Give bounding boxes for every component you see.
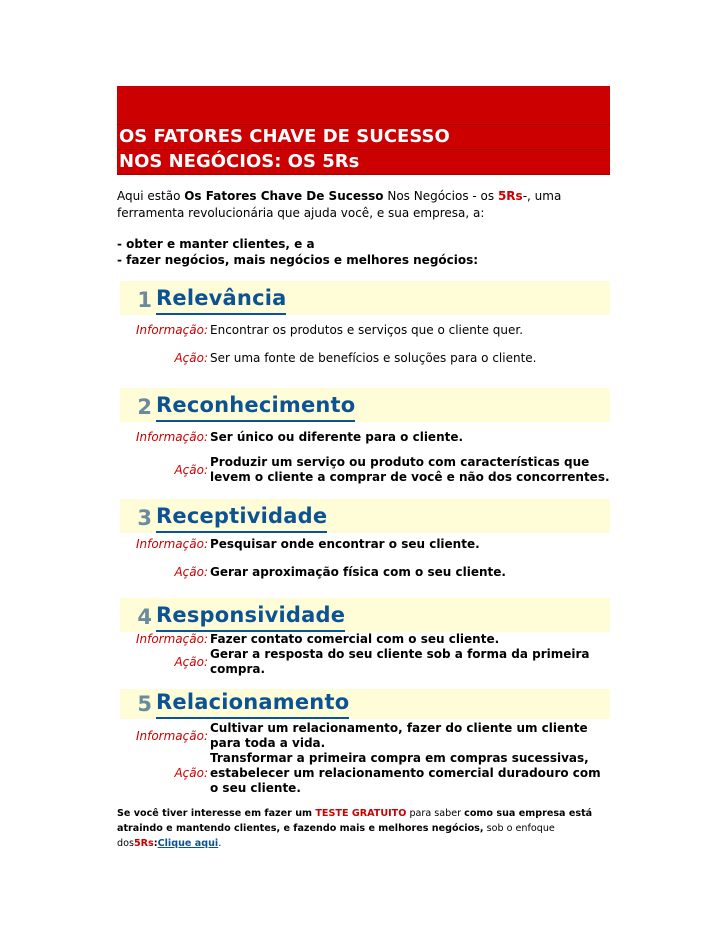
intro-5rs: 5Rs xyxy=(497,189,523,203)
section-header xyxy=(120,499,610,533)
info-label: Informação: xyxy=(135,632,208,646)
acao-text: Gerar aproximação física com o seu cliente. xyxy=(210,565,506,579)
footer-highlight: TESTE GRATUITO xyxy=(315,808,407,819)
section-title: Relevância xyxy=(156,283,286,315)
section-relevancia xyxy=(120,281,610,366)
clique-aqui-link[interactable]: Clique aqui xyxy=(157,838,219,849)
intro-text: -, uma ferramenta revolucionária que ajuda você, e sua empresa, a: xyxy=(117,189,562,220)
section-header xyxy=(120,281,610,315)
footer-note xyxy=(117,806,617,851)
section-number: 3 xyxy=(137,506,152,530)
section-number: 2 xyxy=(137,395,152,419)
section-number: 5 xyxy=(137,692,152,716)
footer-5rs: 5Rs xyxy=(133,838,154,849)
info-label: Informação: xyxy=(135,323,208,337)
section-receptividade xyxy=(120,499,610,580)
acao-row xyxy=(120,455,610,485)
info-text: Ser único ou diferente para o cliente. xyxy=(210,430,464,444)
section-title: Relacionamento xyxy=(156,687,349,719)
info-text: Encontrar os produtos e serviços que o cliente quer. xyxy=(210,323,524,337)
acao-label: Ação: xyxy=(174,462,208,477)
footer-text: sob o enfoque dos xyxy=(117,823,555,849)
footer-period: . xyxy=(218,838,222,849)
title-line-1: OS FATORES CHAVE DE SUCESSO xyxy=(117,124,610,149)
info-row xyxy=(120,537,610,552)
info-row xyxy=(120,430,610,445)
acao-label: Ação: xyxy=(174,654,208,669)
intro-text: Nos Negócios - os xyxy=(383,189,498,203)
footer-bold: como sua empresa está atraindo e mantendo clientes, e fazendo mais e melhores negócios, xyxy=(117,808,593,834)
acao-text: Produzir um serviço ou produto com características que levem o cliente a comprar de você e não dos concorrentes. xyxy=(210,455,610,484)
acao-row xyxy=(120,565,610,580)
section-title: Receptividade xyxy=(156,501,327,533)
document xyxy=(117,86,610,851)
info-row xyxy=(120,721,610,751)
section-responsividade xyxy=(120,598,610,677)
acao-text: Gerar a resposta do seu cliente sob a forma da primeira compra. xyxy=(210,647,590,676)
section-title: Responsividade xyxy=(156,600,345,632)
goal-item: - obter e manter clientes, e a xyxy=(117,237,315,251)
acao-label: Ação: xyxy=(174,351,208,365)
info-row xyxy=(120,632,610,647)
info-text: Pesquisar onde encontrar o seu cliente. xyxy=(210,537,480,551)
section-number: 4 xyxy=(137,605,152,629)
info-text: Cultivar um relacionamento, fazer do cliente um cliente para toda a vida. xyxy=(210,721,588,750)
info-label: Informação: xyxy=(135,430,208,444)
section-title: Reconhecimento xyxy=(156,390,355,422)
section-header xyxy=(120,388,610,422)
info-row xyxy=(120,323,610,338)
footer-text: Se você tiver interesse em fazer um xyxy=(117,808,316,819)
acao-row xyxy=(120,751,610,796)
info-label: Informação: xyxy=(135,537,208,551)
acao-row xyxy=(120,351,610,366)
footer-colon: : xyxy=(153,838,158,849)
section-relacionamento xyxy=(120,689,610,796)
acao-text: Ser uma fonte de benefícios e soluções para o cliente. xyxy=(210,351,537,365)
info-label: Informação: xyxy=(135,728,208,743)
footer-text: para saber xyxy=(406,808,465,819)
section-number: 1 xyxy=(137,288,152,312)
intro-bold: Os Fatores Chave De Sucesso xyxy=(184,189,384,203)
info-text: Fazer contato comercial com o seu cliente. xyxy=(210,632,500,646)
intro-paragraph xyxy=(117,188,607,222)
acao-label: Ação: xyxy=(174,766,208,780)
section-header xyxy=(120,598,610,632)
goal-item: - fazer negócios, mais negócios e melhores negócios: xyxy=(117,253,479,267)
section-header xyxy=(120,689,610,719)
goals-list xyxy=(117,236,610,268)
acao-label: Ação: xyxy=(174,565,208,579)
red-banner xyxy=(117,86,610,124)
title-line-2: NOS NEGÓCIOS: OS 5Rs xyxy=(117,149,610,175)
section-reconhecimento xyxy=(120,388,610,485)
acao-row xyxy=(120,647,610,677)
acao-text: Transformar a primeira compra em compras sucessivas, estabelecer um relacionamento comercial duradouro com o seu cliente. xyxy=(210,751,601,795)
intro-text: Aqui estão xyxy=(117,189,185,203)
